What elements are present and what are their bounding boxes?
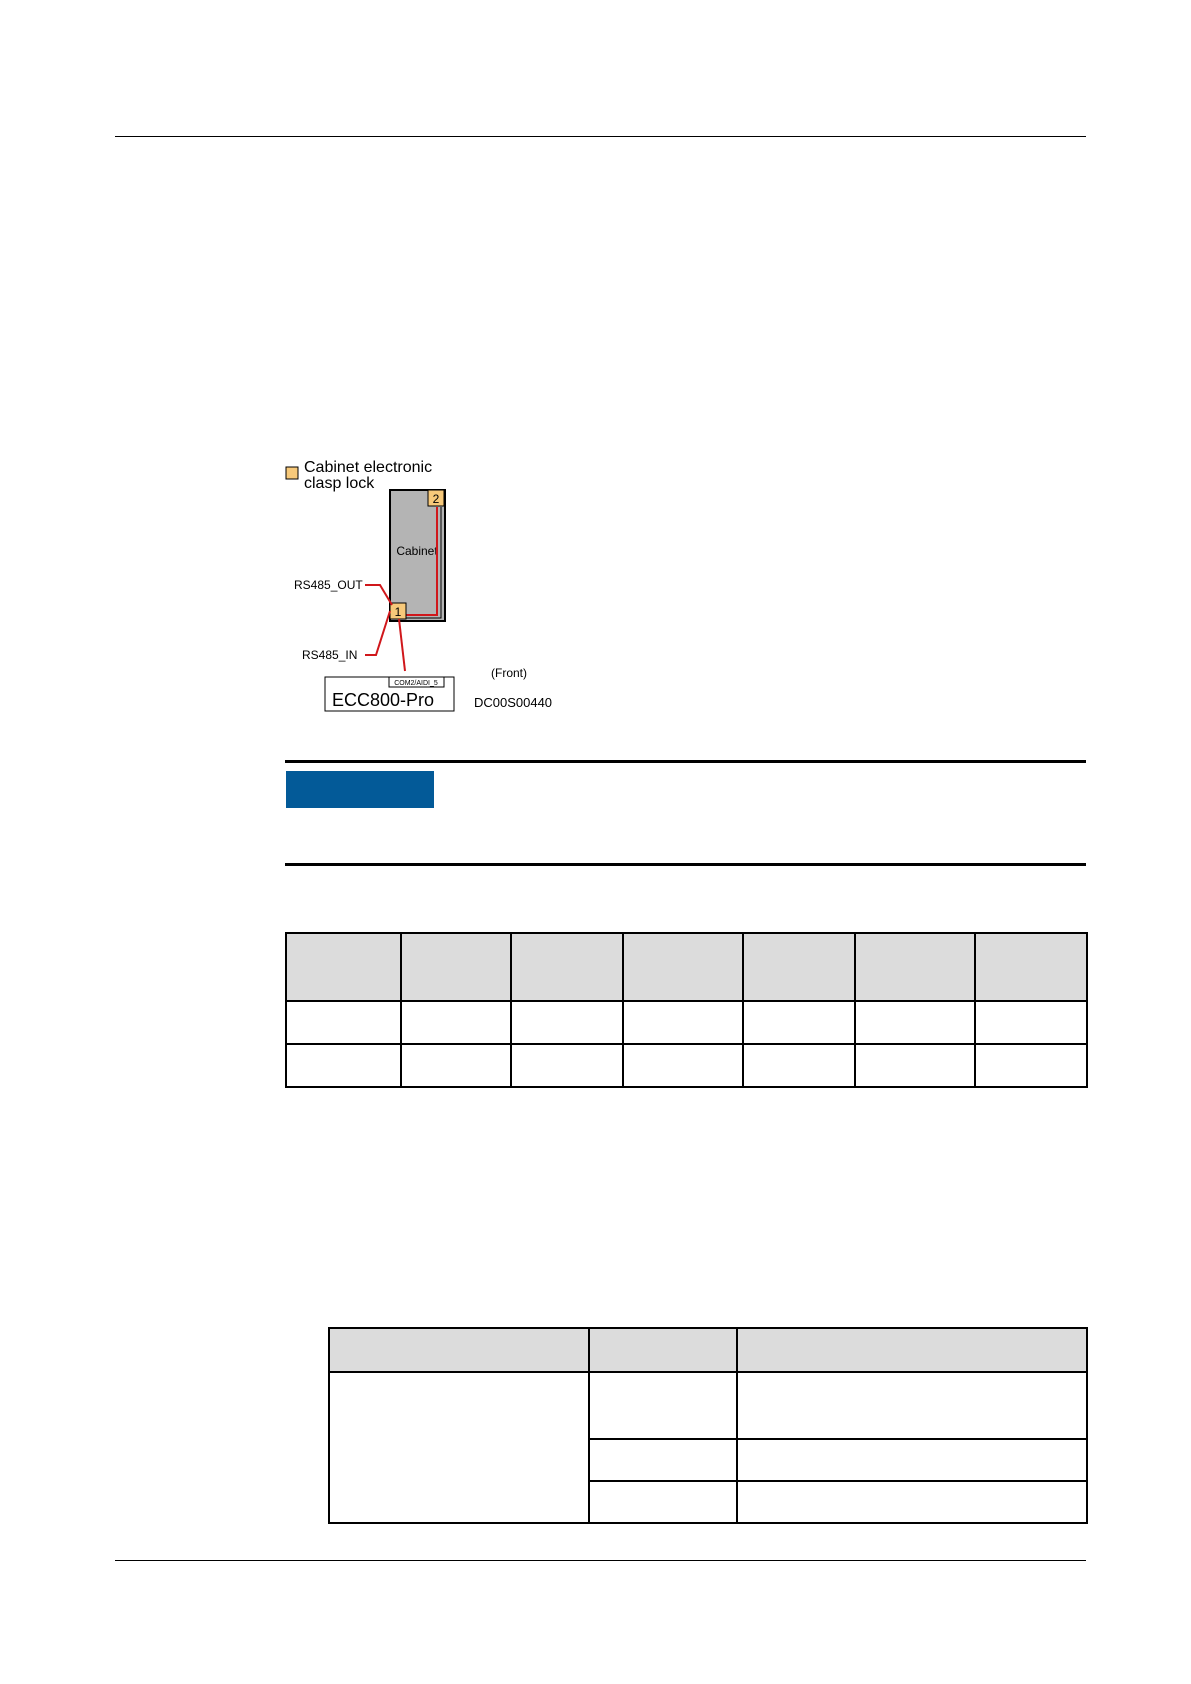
table-cell bbox=[589, 1481, 737, 1523]
rs485-out-label: RS485_OUT bbox=[294, 578, 363, 592]
table-cell bbox=[743, 1001, 855, 1044]
table-cell bbox=[511, 1044, 623, 1087]
table-row bbox=[286, 1001, 1087, 1044]
cabinet-label: Cabinet bbox=[396, 544, 438, 558]
lock-2-label: 2 bbox=[432, 492, 440, 506]
table-header-cell bbox=[743, 933, 855, 1001]
table-cell bbox=[623, 1044, 743, 1087]
table-header-row bbox=[329, 1328, 1087, 1372]
table-cell bbox=[623, 1001, 743, 1044]
cable-table bbox=[328, 1327, 1088, 1524]
table-row bbox=[286, 1044, 1087, 1087]
controller-label: ECC800-Pro bbox=[332, 690, 435, 710]
table-cell bbox=[975, 1044, 1087, 1087]
controller-cable bbox=[399, 619, 405, 671]
table-cell bbox=[511, 1001, 623, 1044]
front-view-label: (Front) bbox=[491, 666, 527, 680]
table-cell bbox=[737, 1481, 1087, 1523]
notice-bottom-rule bbox=[285, 863, 1086, 866]
figure-code: DC00S00440 bbox=[473, 695, 553, 710]
legend-label-line1: Cabinet electronic bbox=[304, 459, 433, 476]
table-cell bbox=[401, 1044, 511, 1087]
legend-lock-swatch bbox=[286, 467, 298, 479]
table-header-cell bbox=[401, 933, 511, 1001]
table-header-row bbox=[286, 933, 1087, 1001]
rs485-in-label: RS485_IN bbox=[302, 648, 358, 662]
table-cell bbox=[329, 1372, 589, 1523]
table-header-cell bbox=[623, 933, 743, 1001]
table-cell bbox=[855, 1044, 975, 1087]
table-cell bbox=[589, 1439, 737, 1481]
notice-badge bbox=[286, 771, 434, 808]
table-cell bbox=[975, 1001, 1087, 1044]
table-cell bbox=[286, 1001, 401, 1044]
header-rule bbox=[115, 136, 1086, 137]
wiring-diagram bbox=[280, 450, 580, 720]
controller-port-label: COM2/AIDI_5 bbox=[394, 680, 438, 687]
table-header-cell bbox=[329, 1328, 589, 1372]
table-cell bbox=[401, 1001, 511, 1044]
table-cell bbox=[286, 1044, 401, 1087]
table-header-cell bbox=[286, 933, 401, 1001]
legend-label-line2: clasp lock bbox=[304, 475, 375, 492]
footer-rule bbox=[115, 1560, 1086, 1561]
table-cell bbox=[737, 1439, 1087, 1481]
table-cell bbox=[589, 1372, 737, 1439]
table-cell bbox=[737, 1372, 1087, 1439]
notice-top-rule bbox=[285, 760, 1086, 763]
table-header-cell bbox=[589, 1328, 737, 1372]
parameter-table bbox=[285, 932, 1088, 1088]
table-header-cell bbox=[975, 933, 1087, 1001]
table-row bbox=[329, 1372, 1087, 1439]
table-cell bbox=[743, 1044, 855, 1087]
rs485-in-cable bbox=[365, 611, 390, 655]
rs485-out-cable bbox=[365, 585, 392, 605]
table-header-cell bbox=[855, 933, 975, 1001]
table-header-cell bbox=[511, 933, 623, 1001]
table-header-cell bbox=[737, 1328, 1087, 1372]
table-cell bbox=[855, 1001, 975, 1044]
lock-1-label: 1 bbox=[394, 605, 402, 619]
